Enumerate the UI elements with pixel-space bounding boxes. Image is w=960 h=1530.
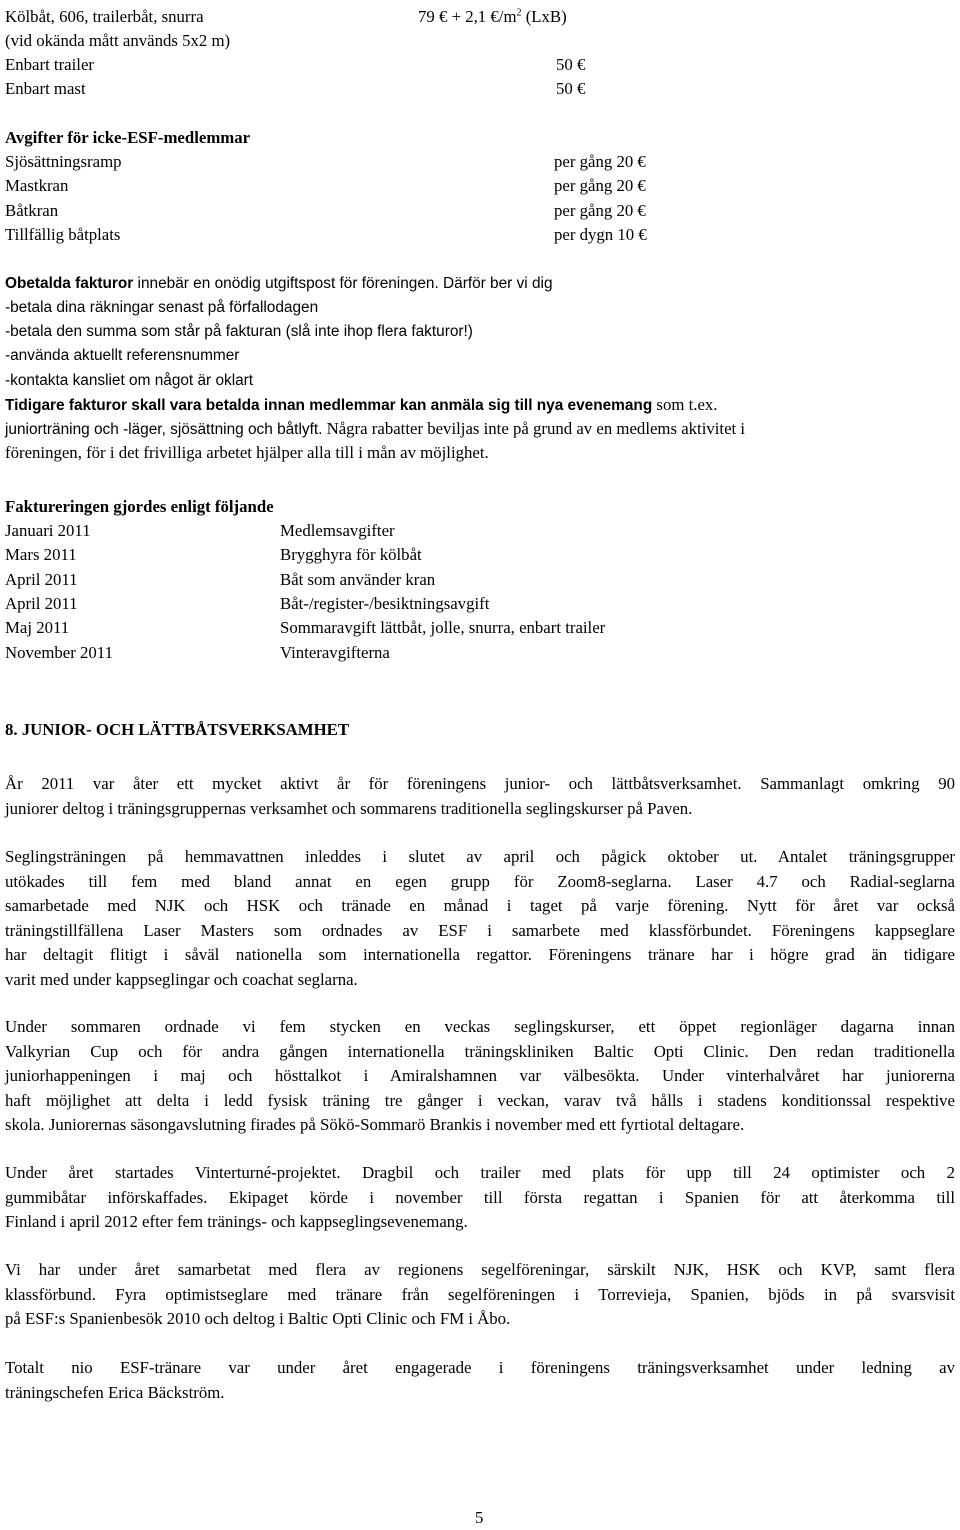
non-member-fee-value: per dygn 10 € (554, 225, 647, 244)
paragraph-line: Vi har under året samarbetat med flera av regionens segelföreningar, särskilt NJK, HSK och KVP, samt flera (5, 1260, 955, 1279)
paragraph-line: Totalt nio ESF-tränare var under året engagerade i föreningens träningsverksamhet under ledning av (5, 1358, 955, 1377)
paragraph-line: juniorhappeningen i maj och hösttalkot i Amiralshamnen var välbesökta. Under vinterhalvåret har juniorerna (5, 1066, 955, 1085)
paragraph-line: Valkyrian Cup och för andra gången internationella träningskliniken Baltic Opti Clinic. Den redan traditionella (5, 1041, 955, 1061)
paragraph-line: skola. Juniorernas säsongavslutning firades på Sökö-Sommarö Brankis i november med ett fyrtiotal deltagare. (5, 1115, 745, 1134)
invoicing-month: Januari 2011 (5, 521, 91, 540)
non-member-fee-label: Sjösättningsramp (5, 152, 122, 171)
invoicing-heading: Faktureringen gjordes enligt följande (5, 497, 274, 516)
paragraph-line: haft möjlighet att delta i ledd fysisk träning tre gånger i veckan, varav två hålls i stadens konditionssal respektive (5, 1090, 955, 1110)
paragraph-cooperation (5, 1258, 955, 1332)
non-member-fee-value: per gång 20 € (554, 176, 646, 195)
discount-note: juniorträning och -läger, sjösättning och båtlyft. Några rabatter beviljas inte på grund av en medlems aktivitet i (5, 419, 746, 438)
paragraph-line: År 2011 var åter ett mycket aktivt år för föreningens junior- och lättbåtsverksamhet. Sammanlagt omkring 90 (5, 774, 955, 793)
paragraph-line: Seglingsträningen på hemmavattnen inleddes i slutet av april och pågick oktober ut. Antalet träningsgrupper (5, 847, 955, 866)
paragraph-line: Under året startades Vinterturné-projektet. Dragbil och trailer med plats för upp till 24 optimister och 2 (5, 1163, 955, 1182)
section-heading: 8. JUNIOR- OCH LÄTTBÅTSVERKSAMHET (5, 720, 350, 739)
paragraph-line: varit med under kappseglingar och coachat seglarna. (5, 969, 358, 989)
paragraph-line: träningschefen Erica Bäckström. (5, 1382, 225, 1402)
unpaid-invoices-intro: Obetalda fakturor innebär en onödig utgiftspost för föreningen. Därför ber vi dig (5, 275, 553, 292)
paragraph-line: juniorer deltog i träningsgruppernas verksamhet och sommarens traditionella seglingskurser på Paven. (5, 798, 693, 818)
paragraph-juniors-summary (5, 772, 955, 821)
paragraph-training (5, 845, 955, 992)
prior-invoices-rule: Tidigare fakturor skall vara betalda innan medlemmar kan anmäla sig till nya evenemang som t.ex. (5, 395, 718, 414)
fee-row-mast-value: 50 € (556, 79, 586, 98)
fee-row-keelboat-label: Kölbåt, 606, trailerbåt, snurra (5, 7, 204, 26)
invoicing-month: November 2011 (5, 643, 113, 662)
paragraph-line: samarbetade med NJK och HSK och tränade en månad i taget på varje förening. Nytt för året var också (5, 896, 955, 915)
non-member-fee-value: per gång 20 € (554, 152, 646, 171)
invoicing-month: Maj 2011 (5, 618, 70, 637)
invoicing-item: Sommaravgift lättbåt, jolle, snurra, enbart trailer (280, 618, 606, 637)
page-number: 5 (475, 1508, 484, 1527)
invoicing-month: April 2011 (5, 594, 78, 613)
unpaid-instruction: -använda aktuellt referensnummer (5, 347, 240, 364)
invoicing-item: Medlemsavgifter (280, 521, 395, 540)
unpaid-instruction: -kontakta kansliet om något är oklart (5, 372, 254, 389)
paragraph-line: på ESF:s Spanienbesök 2010 och deltog i Baltic Opti Clinic och FM i Åbo. (5, 1309, 511, 1328)
invoicing-month: April 2011 (5, 570, 78, 589)
fee-row-trailer-value: 50 € (556, 55, 586, 74)
non-member-fees-heading: Avgifter för icke-ESF-medlemmar (5, 128, 251, 147)
paragraph-summer (5, 1015, 955, 1138)
invoicing-item: Brygghyra för kölbåt (280, 545, 422, 564)
paragraph-winter-tour (5, 1161, 955, 1235)
paragraph-line: har deltagit flitigt i såväl nationella som internationella regattor. Föreningens tränare har i högre grad än tidigare (5, 945, 955, 964)
non-member-fee-value: per gång 20 € (554, 201, 646, 220)
non-member-fee-label: Mastkran (5, 176, 69, 195)
paragraph-line: utökades till fem med bland annat en egen grupp för Zoom8-seglarna. Laser 4.7 och Radial-seglarna (5, 871, 955, 891)
paragraph-coaches (5, 1356, 955, 1405)
paragraph-line: gummibåtar införskaffades. Ekipaget körde i november till första regattan i Spanien för att återkomma till (5, 1187, 955, 1207)
paragraph-line: Under sommaren ordnade vi fem stycken en veckas seglingskurser, ett öppet regionläger dagarna innan (5, 1017, 955, 1036)
fee-unknown-size-note: (vid okända mått används 5x2 m) (5, 31, 231, 50)
invoicing-month: Mars 2011 (5, 545, 77, 564)
invoicing-item: Båt som använder kran (280, 570, 436, 589)
discount-note-cont: föreningen, för i det frivilliga arbetet hjälper alla till i mån av möjlighet. (5, 443, 489, 462)
paragraph-line: klassförbund. Fyra optimistseglare med tränare från segelföreningen i Torrevieja, Spanien, bjöds in på svarsvisit (5, 1284, 955, 1304)
paragraph-line: träningstillfällena Laser Masters som ordnades av ESF i samarbete med klassförbundet. Föreningens kappseglare (5, 920, 955, 940)
paragraph-line: Finland i april 2012 efter fem tränings- och kappseglingsevenemang. (5, 1212, 468, 1231)
invoicing-item: Vinteravgifterna (280, 643, 390, 662)
fee-row-mast-label: Enbart mast (5, 79, 86, 98)
non-member-fee-label: Tillfällig båtplats (5, 225, 121, 244)
fee-row-keelboat-value: 79 € + 2,1 $€/m^2$ (LxB) (418, 7, 567, 26)
non-member-fee-label: Båtkran (5, 201, 59, 220)
unpaid-instruction: -betala den summa som står på fakturan (slå inte ihop flera fakturor!) (5, 323, 473, 340)
invoicing-item: Båt-/register-/besiktningsavgift (280, 594, 490, 613)
unpaid-instruction: -betala dina räkningar senast på förfallodagen (5, 299, 319, 316)
fee-row-trailer-label: Enbart trailer (5, 55, 94, 74)
